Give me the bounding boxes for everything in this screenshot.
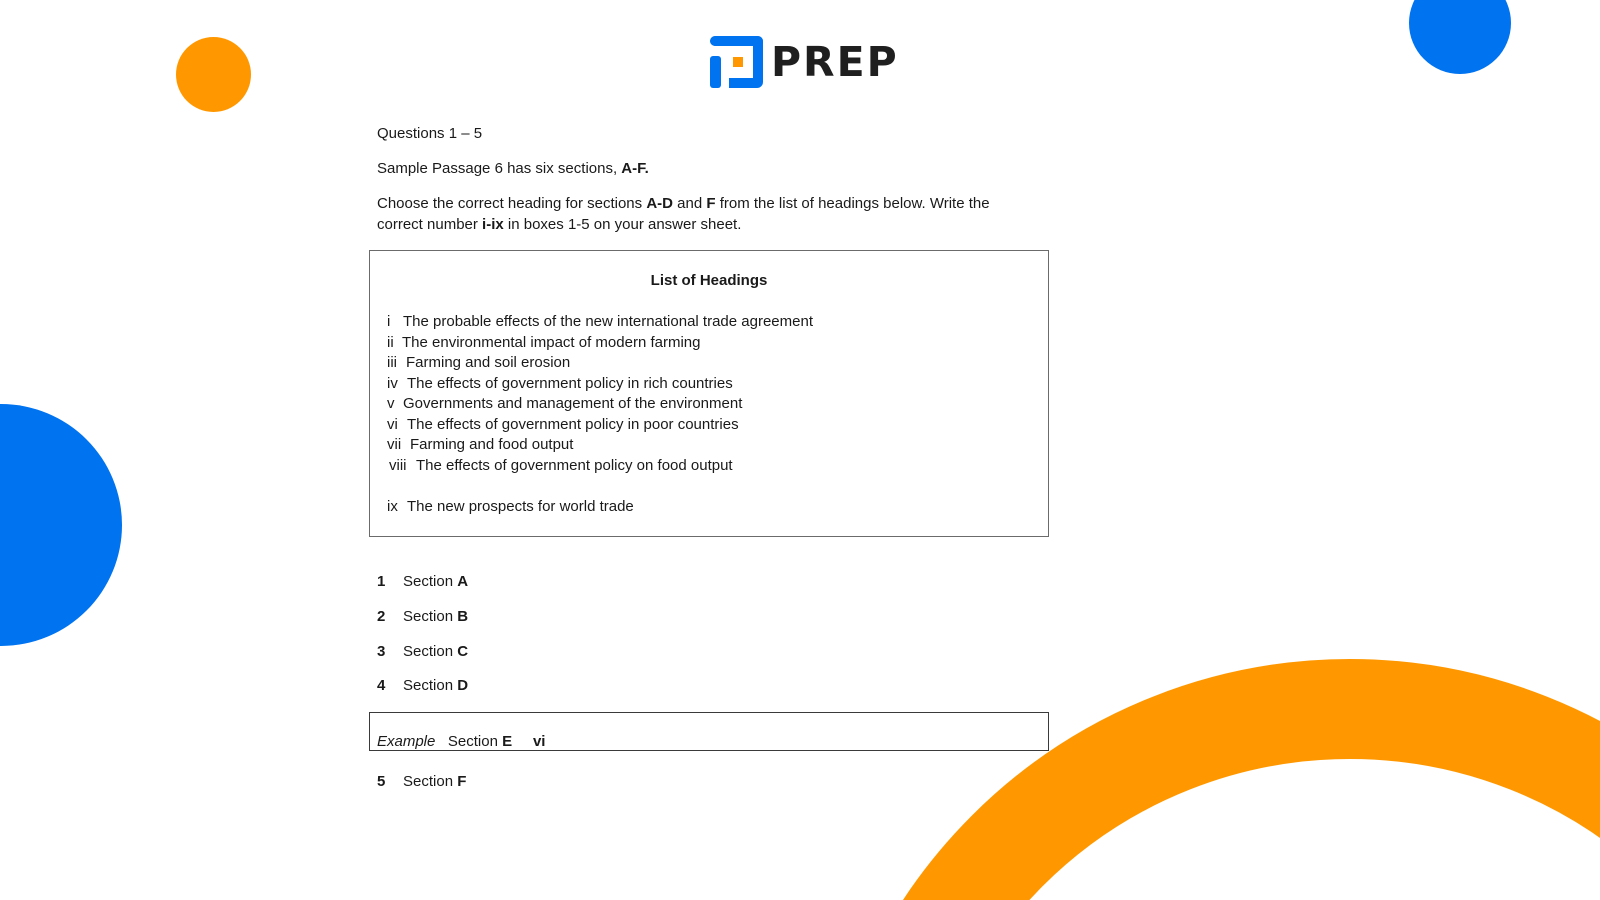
headings-title: List of Headings [650, 272, 768, 289]
prep-logo-icon [710, 36, 763, 88]
heading-item: viii The effects of government policy on food output [389, 456, 733, 474]
example-answer: vi [532, 733, 546, 750]
instruction-line-1: Choose the correct heading for sections A-D and F from the list of headings below. Write the [377, 195, 990, 212]
example-box [369, 712, 1049, 751]
heading-item: ix The new prospects for world trade [387, 498, 634, 515]
question-row: 5 Section F [377, 773, 467, 790]
instruction-line-2: correct number i-ix in boxes 1-5 on your answer sheet. [377, 216, 742, 233]
list-of-headings-box [369, 250, 1049, 537]
question-row: 2 Section B [377, 608, 469, 625]
heading-item: i The probable effects of the new international trade agreement [387, 313, 813, 330]
decorative-orange-arc [815, 659, 1600, 900]
example-text: Example Section E vi [377, 733, 546, 750]
decorative-orange-circle [176, 37, 251, 112]
heading-item: ii The environmental impact of modern farming [387, 333, 701, 351]
questions-range: Questions 1 – 5 [377, 125, 483, 142]
heading-item: iv The effects of government policy in rich countries [387, 374, 733, 392]
heading-item: iii Farming and soil erosion [387, 354, 571, 371]
prep-logo [710, 36, 899, 88]
heading-item: vii Farming and food output [387, 436, 574, 453]
question-row: 4 Section D [377, 677, 469, 694]
prep-logo-wordmark: PREP [771, 38, 899, 86]
decorative-blue-circle-left [0, 404, 122, 646]
decorative-blue-circle-top [1409, 0, 1511, 74]
question-row: 3 Section C [377, 643, 469, 660]
passage-intro: Sample Passage 6 has six sections, A-F. [377, 160, 649, 177]
heading-item: vi The effects of government policy in poor countries [387, 415, 739, 433]
question-row: 1 Section A [377, 573, 469, 590]
heading-item: v Governments and management of the environment [387, 395, 743, 412]
